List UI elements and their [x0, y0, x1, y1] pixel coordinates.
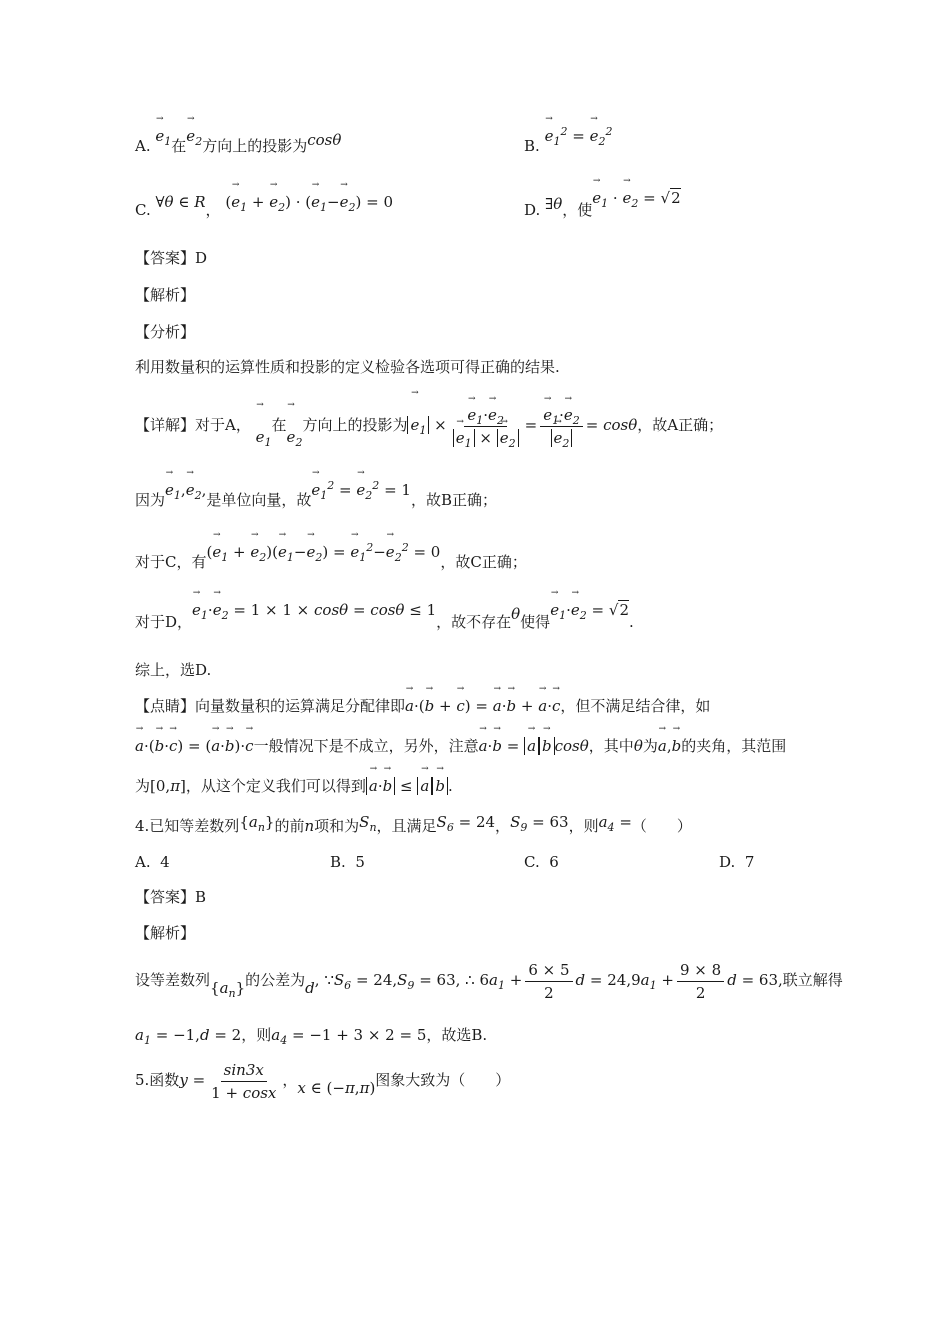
xiangjie-a-e2: → $e_2$ — [287, 428, 303, 446]
dianjing-formula-4: → a·→ b ≤ → a→ b — [366, 777, 448, 795]
xiangjie-a-e1: → $e_1$ — [256, 428, 272, 446]
option-d-exists: ∃θ — [545, 195, 563, 213]
option-a-math-e1: → $e_1$ — [155, 127, 171, 145]
q4-solution-formula-3: $a_4 = -1 + 3 \times 2 = 5$ — [271, 1026, 427, 1047]
option-c: C. ∀θ ∈ R， (→ $e_1$ + → $e_2$) · (→ $e_1-\to e_2) = 0$ — [135, 200, 393, 220]
q5-domain: x ∈ (−π,π) — [297, 1079, 376, 1097]
option-a-label: A. — [135, 137, 151, 155]
option-b — [524, 125, 613, 156]
xiangjie-b: 因为→ $e_1,\to e_2$,是单位向量，故→ $e_1^2$ = → $e_2^2 = 1$，故B正确； — [135, 490, 497, 510]
dianjing-2: → a·(→ b·→ c) = (→ a·→ b)·→ c一般情况下是不成立，另外，注意→ a·→ b = → a→ b cosθ，其中θ为→ a,→ b的夹角，其范围 — [135, 736, 786, 756]
xiangjie-a: 【详解】对于A， → $e_1$在→ $e_2$方向上的投影为→ $e_1$ × → $e_1\cdot\to e_2$ → $e_1$ × → $e_2$ = → $e_1\cdot\to e_2$ → $e_2$ = cosθ，故A正确； — [135, 400, 723, 450]
xiangjie-tag: 【详解】 — [135, 416, 196, 434]
q3-fenxi-tag: 【分析】 — [135, 323, 196, 341]
dianjing-3: 为[0,π]，从这个定义我们可以得到→ a·→ b ≤ → a→ b . — [135, 776, 453, 796]
option-d-math: → $e_1$ · → $e_2 = √2$ — [592, 189, 680, 207]
q5-formula: y = $\frac{\sin 3x}{1 + \cos x}$ — [179, 1060, 277, 1102]
xiangjie-b-formula: → $e_1^2$ = → $e_2^2 = 1$ — [311, 481, 411, 499]
xiangjie-a-formula: → $e_1$ × → $e_1\cdot\to e_2$ → $e_1$ × → $e_2$ = → $e_1\cdot\to e_2$ → $e_2$ = cosθ — [407, 416, 637, 434]
xiangjie-d-formula: → $e_1\cdot\to e_2 = 1 \times 1 \times \cos\theta = \cos\theta \le 1$ — [192, 601, 436, 619]
option-a — [135, 127, 342, 156]
option-a-text: 在 — [171, 137, 187, 155]
q4-answer: 【答案】B — [135, 888, 207, 906]
q4-option-a: A. 4 — [135, 853, 170, 871]
xiangjie-b-vectors: → $e_1,\to e_2$, — [165, 481, 206, 499]
option-c-label: C. — [135, 201, 151, 219]
q3-jiexi-tag: 【解析】 — [135, 286, 196, 304]
q3-fenxi-text: 利用数量积的运算性质和投影的定义检验各选项可得正确的结果. — [135, 358, 560, 376]
q4-solution-2: $a_1 = -1,d = 2$，则$a_4 = -1 + 3 \times 2 = 5$，故选B. — [135, 1026, 488, 1047]
option-c-math: (→ $e_1$ + → $e_2$) · (→ $e_1-\to e_2) = 0$ — [225, 193, 393, 211]
xiangjie-c: 对于C，有(→ $e_1$ + → $e_2)(\to e_1-\to e_2)$ = → $e_1^2-\to e_2^2 = 0$，故C正确； — [135, 552, 527, 572]
q4-solution-formula-2: $a_1 = -1,d = 2$ — [135, 1026, 242, 1047]
q4-solution-1: 设等差数列$\{a_n\}$的公差为d, $\because S_6 = 24,S_9 = 63$, ∴ $6a_1$ + $\frac{6 \times 5}{2}$ $d = 24,9a_1$ + $\frac{9 \times 8}{2}$ d = 63,联立解得 — [135, 960, 843, 1002]
option-a-text2: 方向上的投影为 — [202, 137, 308, 155]
option-b-math: → $e_1^2$ = → $e_2^2$ — [545, 127, 613, 145]
q3-answer — [135, 248, 207, 268]
xiangjie-d-formula2: → $e_1\cdot\to e_2 = √2$ — [550, 601, 629, 619]
q4-option-b: B. 5 — [330, 853, 365, 871]
option-d: D. ∃θ，使→ $e_1$ · → $e_2 = √2$ — [524, 200, 681, 220]
option-b-label: B. — [524, 137, 540, 155]
option-d-text: 使 — [577, 201, 593, 219]
dianjing-formula-2: → a·(→ b·→ c) = (→ a·→ b)·→ c — [135, 737, 254, 755]
q4-option-c: C. 6 — [524, 853, 559, 871]
q4-option-d: D. 7 — [719, 853, 755, 871]
option-d-label: D. — [524, 201, 541, 219]
dianjing-formula-1: → a·(→ b + → c) = → a·→ b + → a·→ c — [405, 697, 560, 715]
q4-stem: 4.已知等差数列$\{a_n\}$的前n项和为$S_n$，且满足$S_6 = 24$，$S_9 = 63$，则$a_4$ =（ ） — [135, 813, 692, 835]
dianjing-1: 【点睛】向量数量积的运算满足分配律即→ a·(→ b + → c) = → a·→ b + → a·→ c，但不满足结合律，如 — [135, 696, 710, 716]
q4-solution-formula-1: d, $\because S_6 = 24,S_9 = 63$, ∴ $6a_1$ + $\frac{6 \times 5}{2}$ $d = 24,9a_1$ + $\frac{9 \times 8}{2}$ d = 63, — [305, 960, 783, 1002]
option-a-math-e2: → $e_2$ — [186, 127, 202, 145]
xiangjie-d: 对于D，→ $e_1\cdot\to e_2 = 1 \times 1 \times \cos\theta = \cos\theta \le 1$，故不存在θ使得→ $e_1\cdot\to e_2 = √2$. — [135, 612, 634, 632]
answer-tag: 【答案】 — [135, 249, 196, 267]
q4-jiexi-tag: 【解析】 — [135, 924, 196, 942]
q5-stem: 5.函数y = $\frac{\sin 3x}{1 + \cos x}$ ，x ∈ (−π,π)图象大致为（ ） — [135, 1060, 511, 1102]
dianjing-formula-3: → a·→ b = → a→ b cosθ — [479, 737, 589, 755]
xiangjie-c-formula: (→ $e_1$ + → $e_2)(\to e_1-\to e_2)$ = → $e_1^2-\to e_2^2 = 0$ — [206, 543, 440, 561]
dianjing-tag: 【点睛】 — [135, 697, 196, 715]
conclusion: 综上，选D. — [135, 661, 212, 679]
answer-value: D — [195, 249, 208, 267]
option-a-math-cos: cosθ — [307, 131, 342, 149]
option-c-cond: ∀θ ∈ R — [155, 193, 206, 211]
